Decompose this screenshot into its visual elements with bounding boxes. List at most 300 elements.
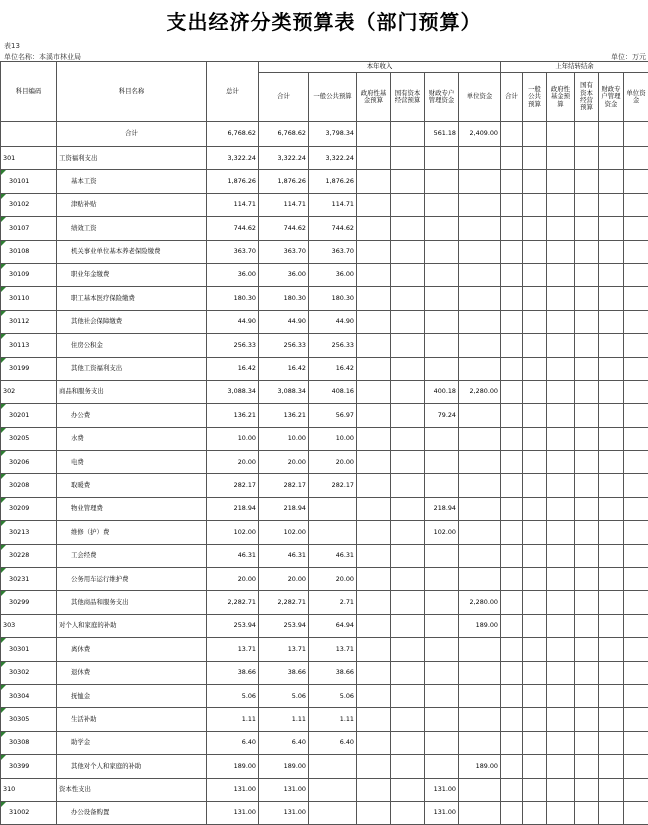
table-row <box>1 755 648 778</box>
row-gov-fund <box>357 497 391 520</box>
row-code: 303 <box>1 614 57 637</box>
row-co-subtotal <box>501 568 523 591</box>
table-row <box>1 591 648 614</box>
row-state-capital <box>391 474 425 497</box>
header-total: 总计 <box>207 62 259 122</box>
row-general-budget: 10.00 <box>309 427 357 450</box>
row-co-subtotal <box>501 334 523 357</box>
row-co-subtotal <box>501 684 523 707</box>
row-name: 资本性支出 <box>57 778 207 801</box>
table-row <box>1 193 648 216</box>
row-state-capital <box>391 778 425 801</box>
row-unit-fund <box>459 708 501 731</box>
row-general-budget: 16.42 <box>309 357 357 380</box>
row-fiscal-special: 131.00 <box>425 778 459 801</box>
row-general-budget: 5.06 <box>309 684 357 707</box>
row-total: 3,088.34 <box>207 380 259 403</box>
row-total: 36.00 <box>207 263 259 286</box>
row-co-subtotal <box>501 147 523 170</box>
row-subtotal: 6.40 <box>259 731 309 754</box>
page-title: 支出经济分类预算表（部门预算） <box>0 6 648 35</box>
row-unit-fund: 189.00 <box>459 755 501 778</box>
row-co-fiscal-special <box>599 334 624 357</box>
header-carryover: 上年结转结余 <box>501 62 648 73</box>
table-row <box>1 427 648 450</box>
total-code-cell <box>1 122 57 147</box>
row-name: 办公设备购置 <box>57 801 207 824</box>
row-co-unit-fund <box>624 778 648 801</box>
table-row <box>1 474 648 497</box>
row-co-general <box>523 731 547 754</box>
row-co-state-capital <box>575 334 599 357</box>
row-co-unit-fund <box>624 240 648 263</box>
row-co-unit-fund <box>624 474 648 497</box>
row-co-general <box>523 755 547 778</box>
table-number: 表13 <box>4 41 20 51</box>
budget-table <box>0 61 648 825</box>
row-code: 30308 <box>1 731 57 754</box>
row-state-capital <box>391 521 425 544</box>
row-co-fiscal-special <box>599 380 624 403</box>
row-gov-fund <box>357 404 391 427</box>
row-gov-fund <box>357 451 391 474</box>
row-fiscal-special <box>425 334 459 357</box>
row-unit-fund: 189.00 <box>459 614 501 637</box>
row-code: 30209 <box>1 497 57 520</box>
row-gov-fund <box>357 731 391 754</box>
row-co-subtotal <box>501 497 523 520</box>
row-co-state-capital <box>575 708 599 731</box>
total-general: 3,798.34 <box>309 122 357 147</box>
row-co-general <box>523 684 547 707</box>
row-unit-fund <box>459 427 501 450</box>
row-total: 131.00 <box>207 778 259 801</box>
row-fiscal-special <box>425 193 459 216</box>
row-name: 职业年金缴费 <box>57 263 207 286</box>
row-co-state-capital <box>575 778 599 801</box>
row-code: 30109 <box>1 263 57 286</box>
row-total: 1,876.26 <box>207 170 259 193</box>
row-co-unit-fund <box>624 497 648 520</box>
row-co-general <box>523 404 547 427</box>
row-co-unit-fund <box>624 380 648 403</box>
row-fiscal-special: 131.00 <box>425 801 459 824</box>
row-co-unit-fund <box>624 451 648 474</box>
row-fiscal-special: 79.24 <box>425 404 459 427</box>
table-row <box>1 451 648 474</box>
row-unit-fund <box>459 568 501 591</box>
row-subtotal: 363.70 <box>259 240 309 263</box>
row-co-state-capital <box>575 147 599 170</box>
row-subtotal: 189.00 <box>259 755 309 778</box>
row-co-gov-fund <box>547 474 575 497</box>
row-fiscal-special <box>425 708 459 731</box>
row-unit-fund: 2,280.00 <box>459 380 501 403</box>
row-name: 抚恤金 <box>57 684 207 707</box>
row-fiscal-special <box>425 614 459 637</box>
row-fiscal-special <box>425 568 459 591</box>
row-state-capital <box>391 684 425 707</box>
row-total: 102.00 <box>207 521 259 544</box>
row-code: 30305 <box>1 708 57 731</box>
row-co-gov-fund <box>547 614 575 637</box>
row-general-budget: 2.71 <box>309 591 357 614</box>
row-co-subtotal <box>501 263 523 286</box>
row-general-budget: 20.00 <box>309 568 357 591</box>
row-subtotal: 114.71 <box>259 193 309 216</box>
row-co-general <box>523 380 547 403</box>
row-co-state-capital <box>575 474 599 497</box>
row-unit-fund <box>459 521 501 544</box>
row-unit-fund <box>459 193 501 216</box>
row-co-unit-fund <box>624 755 648 778</box>
row-unit-fund <box>459 731 501 754</box>
row-co-fiscal-special <box>599 544 624 567</box>
row-state-capital <box>391 263 425 286</box>
row-gov-fund <box>357 708 391 731</box>
row-name: 其他工资福利支出 <box>57 357 207 380</box>
row-state-capital <box>391 801 425 824</box>
row-fiscal-special <box>425 684 459 707</box>
row-co-unit-fund <box>624 638 648 661</box>
row-fiscal-special <box>425 357 459 380</box>
row-co-general <box>523 801 547 824</box>
row-co-state-capital <box>575 357 599 380</box>
row-name: 机关事业单位基本养老保险缴费 <box>57 240 207 263</box>
row-fiscal-special <box>425 310 459 333</box>
total-co-state-capital <box>575 122 599 147</box>
row-co-state-capital <box>575 801 599 824</box>
row-total: 3,322.24 <box>207 147 259 170</box>
row-co-state-capital <box>575 568 599 591</box>
row-name: 助学金 <box>57 731 207 754</box>
row-co-gov-fund <box>547 544 575 567</box>
row-co-gov-fund <box>547 240 575 263</box>
row-subtotal: 102.00 <box>259 521 309 544</box>
row-gov-fund <box>357 170 391 193</box>
row-co-subtotal <box>501 404 523 427</box>
row-co-fiscal-special <box>599 591 624 614</box>
row-gov-fund <box>357 287 391 310</box>
row-general-budget: 3,322.24 <box>309 147 357 170</box>
total-co-fiscal <box>599 122 624 147</box>
row-general-budget <box>309 801 357 824</box>
row-subtotal: 2,282.71 <box>259 591 309 614</box>
row-co-fiscal-special <box>599 731 624 754</box>
row-name: 对个人和家庭的补助 <box>57 614 207 637</box>
row-code: 310 <box>1 778 57 801</box>
row-subtotal: 16.42 <box>259 357 309 380</box>
row-co-general <box>523 661 547 684</box>
row-co-fiscal-special <box>599 568 624 591</box>
row-co-fiscal-special <box>599 193 624 216</box>
row-total: 10.00 <box>207 427 259 450</box>
row-co-state-capital <box>575 263 599 286</box>
row-co-unit-fund <box>624 170 648 193</box>
row-fiscal-special <box>425 427 459 450</box>
row-co-state-capital <box>575 544 599 567</box>
row-general-budget <box>309 497 357 520</box>
row-co-state-capital <box>575 217 599 240</box>
row-general-budget: 64.94 <box>309 614 357 637</box>
row-subtotal: 20.00 <box>259 568 309 591</box>
row-unit-fund <box>459 217 501 240</box>
row-general-budget: 408.16 <box>309 380 357 403</box>
row-total: 6.40 <box>207 731 259 754</box>
header-unit-fund: 单位资金 <box>459 73 501 122</box>
table-row <box>1 638 648 661</box>
table-row <box>1 170 648 193</box>
row-state-capital <box>391 310 425 333</box>
row-co-gov-fund <box>547 217 575 240</box>
row-gov-fund <box>357 217 391 240</box>
row-state-capital <box>391 755 425 778</box>
row-co-subtotal <box>501 708 523 731</box>
row-co-gov-fund <box>547 708 575 731</box>
row-co-gov-fund <box>547 801 575 824</box>
row-co-state-capital <box>575 755 599 778</box>
row-name: 基本工资 <box>57 170 207 193</box>
table-row <box>1 801 648 824</box>
header-co-general: 一般公共预算 <box>523 73 547 122</box>
row-co-gov-fund <box>547 170 575 193</box>
row-total: 38.66 <box>207 661 259 684</box>
row-unit-fund <box>459 357 501 380</box>
row-state-capital <box>391 240 425 263</box>
row-co-unit-fund <box>624 684 648 707</box>
row-state-capital <box>391 591 425 614</box>
row-co-subtotal <box>501 591 523 614</box>
row-gov-fund <box>357 684 391 707</box>
row-total: 189.00 <box>207 755 259 778</box>
table-row <box>1 287 648 310</box>
row-state-capital <box>391 404 425 427</box>
row-co-general <box>523 193 547 216</box>
row-code: 301 <box>1 147 57 170</box>
row-total: 114.71 <box>207 193 259 216</box>
row-subtotal: 253.94 <box>259 614 309 637</box>
header-co-fiscal-special: 财政专户管理资金 <box>599 73 624 122</box>
row-name: 绩效工资 <box>57 217 207 240</box>
row-co-subtotal <box>501 170 523 193</box>
row-state-capital <box>391 451 425 474</box>
row-code: 30101 <box>1 170 57 193</box>
header-co-state-capital: 国有资本经营预算 <box>575 73 599 122</box>
row-co-subtotal <box>501 380 523 403</box>
table-row <box>1 334 648 357</box>
row-subtotal: 1.11 <box>259 708 309 731</box>
row-co-gov-fund <box>547 334 575 357</box>
table-row <box>1 521 648 544</box>
table-row <box>1 217 648 240</box>
header-fiscal-special: 财政专户管理资金 <box>425 73 459 122</box>
row-co-fiscal-special <box>599 755 624 778</box>
row-co-gov-fund <box>547 263 575 286</box>
row-co-general <box>523 427 547 450</box>
row-co-unit-fund <box>624 801 648 824</box>
row-general-budget: 256.33 <box>309 334 357 357</box>
row-state-capital <box>391 731 425 754</box>
row-code: 30206 <box>1 451 57 474</box>
row-total: 180.30 <box>207 287 259 310</box>
total-label: 合计 <box>57 122 207 147</box>
row-co-unit-fund <box>624 427 648 450</box>
table-row <box>1 310 648 333</box>
row-co-gov-fund <box>547 427 575 450</box>
total-row <box>1 122 648 147</box>
row-name: 办公费 <box>57 404 207 427</box>
row-general-budget: 1.11 <box>309 708 357 731</box>
row-co-subtotal <box>501 240 523 263</box>
row-general-budget: 114.71 <box>309 193 357 216</box>
row-total: 13.71 <box>207 638 259 661</box>
row-subtotal: 136.21 <box>259 404 309 427</box>
row-fiscal-special: 102.00 <box>425 521 459 544</box>
row-co-state-capital <box>575 684 599 707</box>
row-state-capital <box>391 217 425 240</box>
row-subtotal: 5.06 <box>259 684 309 707</box>
row-code: 30208 <box>1 474 57 497</box>
row-co-general <box>523 287 547 310</box>
row-unit-fund <box>459 240 501 263</box>
row-co-subtotal <box>501 544 523 567</box>
row-gov-fund <box>357 193 391 216</box>
currency-unit-label: 单位：万元 <box>611 52 646 62</box>
row-co-state-capital <box>575 661 599 684</box>
total-gov-fund <box>357 122 391 147</box>
row-total: 363.70 <box>207 240 259 263</box>
row-gov-fund <box>357 755 391 778</box>
row-co-fiscal-special <box>599 357 624 380</box>
table-row <box>1 404 648 427</box>
row-fiscal-special <box>425 170 459 193</box>
unit-name-label: 单位名称：本溪市林业局 <box>4 52 81 62</box>
row-state-capital <box>391 193 425 216</box>
total-fiscal: 561.18 <box>425 122 459 147</box>
row-fiscal-special <box>425 731 459 754</box>
header-co-unit-fund: 单位资金 <box>624 73 648 122</box>
row-general-budget: 6.40 <box>309 731 357 754</box>
row-co-state-capital <box>575 521 599 544</box>
row-subtotal: 3,322.24 <box>259 147 309 170</box>
row-co-subtotal <box>501 661 523 684</box>
row-general-budget: 44.90 <box>309 310 357 333</box>
row-total: 46.31 <box>207 544 259 567</box>
row-state-capital <box>391 544 425 567</box>
row-co-gov-fund <box>547 568 575 591</box>
row-co-gov-fund <box>547 380 575 403</box>
row-unit-fund <box>459 451 501 474</box>
row-co-subtotal <box>501 427 523 450</box>
row-co-general <box>523 170 547 193</box>
table-row <box>1 614 648 637</box>
row-state-capital <box>391 170 425 193</box>
row-fiscal-special: 218.94 <box>425 497 459 520</box>
row-subtotal: 20.00 <box>259 451 309 474</box>
row-co-general <box>523 474 547 497</box>
row-fiscal-special <box>425 661 459 684</box>
row-fiscal-special <box>425 638 459 661</box>
row-co-state-capital <box>575 193 599 216</box>
row-co-gov-fund <box>547 451 575 474</box>
total-subtotal: 6,768.62 <box>259 122 309 147</box>
total-co-unit <box>624 122 648 147</box>
row-gov-fund <box>357 778 391 801</box>
row-co-gov-fund <box>547 755 575 778</box>
row-gov-fund <box>357 427 391 450</box>
row-fiscal-special <box>425 544 459 567</box>
row-name: 其他对个人和家庭的补助 <box>57 755 207 778</box>
row-co-general <box>523 638 547 661</box>
row-co-state-capital <box>575 427 599 450</box>
row-unit-fund <box>459 544 501 567</box>
row-name: 住房公积金 <box>57 334 207 357</box>
row-fiscal-special <box>425 263 459 286</box>
row-co-unit-fund <box>624 661 648 684</box>
row-code: 30302 <box>1 661 57 684</box>
row-subtotal: 10.00 <box>259 427 309 450</box>
row-code: 30231 <box>1 568 57 591</box>
row-co-gov-fund <box>547 731 575 754</box>
header-name: 科目名称 <box>57 62 207 122</box>
row-total: 5.06 <box>207 684 259 707</box>
row-state-capital <box>391 568 425 591</box>
header-co-subtotal: 合计 <box>501 73 523 122</box>
row-co-general <box>523 147 547 170</box>
row-co-fiscal-special <box>599 521 624 544</box>
row-co-unit-fund <box>624 217 648 240</box>
row-co-fiscal-special <box>599 497 624 520</box>
row-code: 30201 <box>1 404 57 427</box>
row-co-unit-fund <box>624 568 648 591</box>
row-general-budget: 20.00 <box>309 451 357 474</box>
row-total: 282.17 <box>207 474 259 497</box>
row-gov-fund <box>357 334 391 357</box>
row-co-subtotal <box>501 614 523 637</box>
row-name: 退休费 <box>57 661 207 684</box>
row-co-state-capital <box>575 170 599 193</box>
row-co-fiscal-special <box>599 287 624 310</box>
row-unit-fund <box>459 287 501 310</box>
row-co-unit-fund <box>624 731 648 754</box>
row-co-unit-fund <box>624 614 648 637</box>
table-row <box>1 380 648 403</box>
header-gov-fund: 政府性基金预算 <box>357 73 391 122</box>
row-gov-fund <box>357 614 391 637</box>
row-code: 30304 <box>1 684 57 707</box>
row-gov-fund <box>357 568 391 591</box>
row-co-fiscal-special <box>599 661 624 684</box>
row-subtotal: 256.33 <box>259 334 309 357</box>
row-state-capital <box>391 427 425 450</box>
row-co-gov-fund <box>547 357 575 380</box>
row-general-budget: 56.97 <box>309 404 357 427</box>
row-name: 维修（护）费 <box>57 521 207 544</box>
row-state-capital <box>391 147 425 170</box>
total-state-capital <box>391 122 425 147</box>
row-general-budget: 38.66 <box>309 661 357 684</box>
row-code: 30213 <box>1 521 57 544</box>
row-state-capital <box>391 357 425 380</box>
row-general-budget <box>309 521 357 544</box>
row-co-general <box>523 568 547 591</box>
row-subtotal: 131.00 <box>259 778 309 801</box>
row-co-subtotal <box>501 357 523 380</box>
row-name: 物业管理费 <box>57 497 207 520</box>
row-subtotal: 131.00 <box>259 801 309 824</box>
row-co-gov-fund <box>547 404 575 427</box>
row-fiscal-special <box>425 240 459 263</box>
